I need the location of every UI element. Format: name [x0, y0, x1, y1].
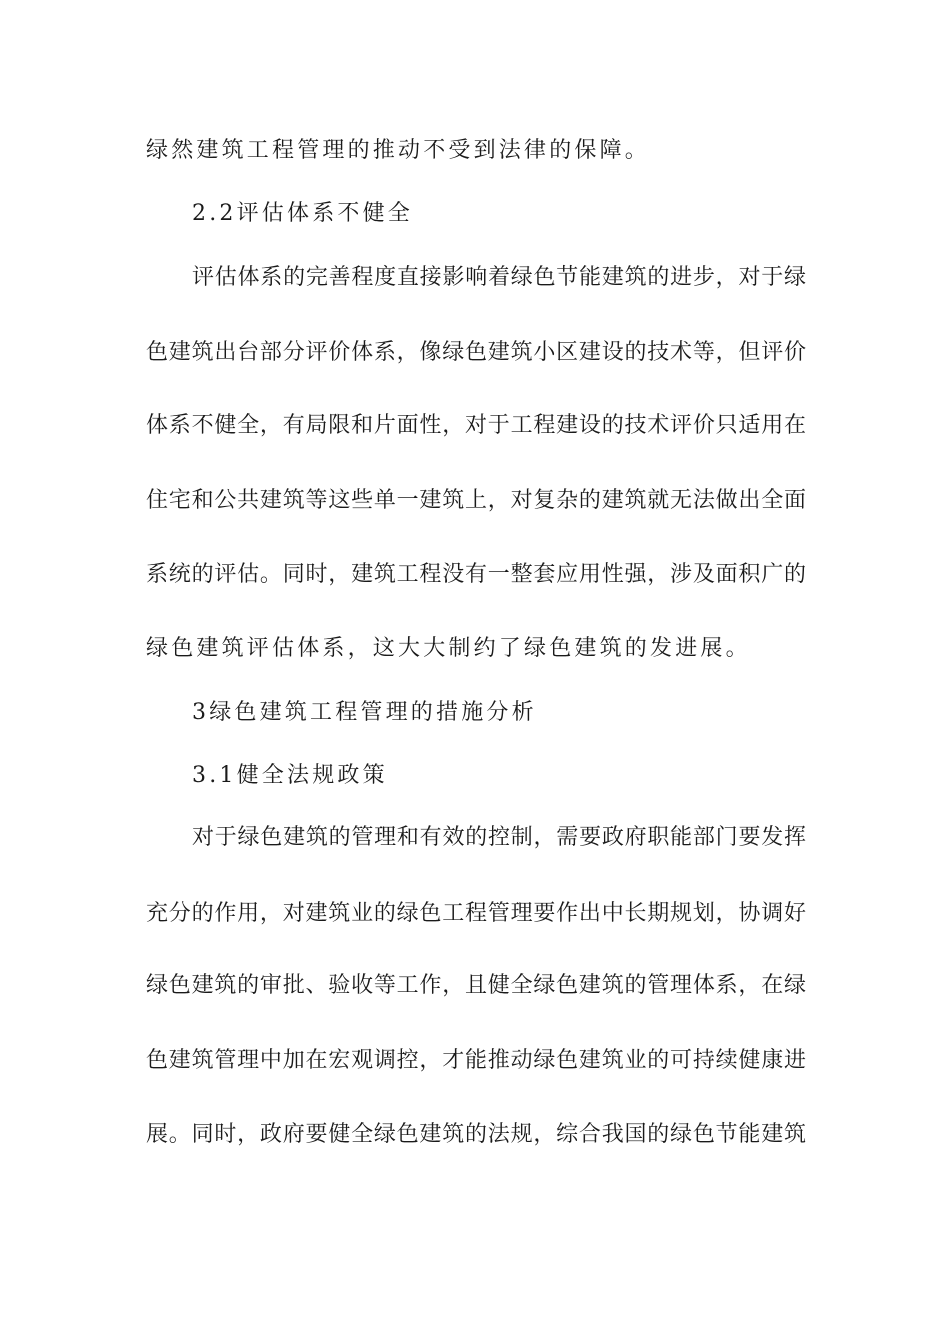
- paragraph-line: 色建筑出台部分评价体系，像绿色建筑小区建设的技术等，但评价: [146, 340, 806, 365]
- paragraph-line: 绿色建筑评估体系，这大大制约了绿色建筑的发进展。: [146, 636, 751, 661]
- paragraph-line: 展。同时，政府要健全绿色建筑的法规，综合我国的绿色节能建筑: [146, 1122, 806, 1147]
- paragraph-line: 色建筑管理中加在宏观调控，才能推动绿色建筑业的可持续健康进: [146, 1048, 806, 1073]
- paragraph-line: 系统的评估。同时，建筑工程没有一整套应用性强，涉及面积广的: [146, 562, 806, 587]
- paragraph-line: 体系不健全，有局限和片面性，对于工程建设的技术评价只适用在: [146, 413, 806, 438]
- section-heading-3-1: 3.1健全法规政策: [192, 763, 388, 788]
- paragraph-line: 充分的作用，对建筑业的绿色工程管理要作出中长期规划，协调好: [146, 901, 806, 926]
- paragraph-line: 绿色建筑的审批、验收等工作，且健全绿色建筑的管理体系，在绿: [146, 973, 806, 998]
- section-heading-2-2: 2.2评估体系不健全: [192, 201, 413, 226]
- paragraph-line: 绿然建筑工程管理的推动不受到法律的保障。: [146, 138, 651, 163]
- paragraph-line: 评估体系的完善程度直接影响着绿色节能建筑的进步，对于绿: [192, 265, 806, 290]
- paragraph-line: 住宅和公共建筑等这些单一建筑上，对复杂的建筑就无法做出全面: [146, 488, 806, 513]
- paragraph-line: 对于绿色建筑的管理和有效的控制，需要政府职能部门要发挥: [192, 825, 806, 850]
- section-heading-3: 3绿色建筑工程管理的措施分析: [192, 700, 537, 725]
